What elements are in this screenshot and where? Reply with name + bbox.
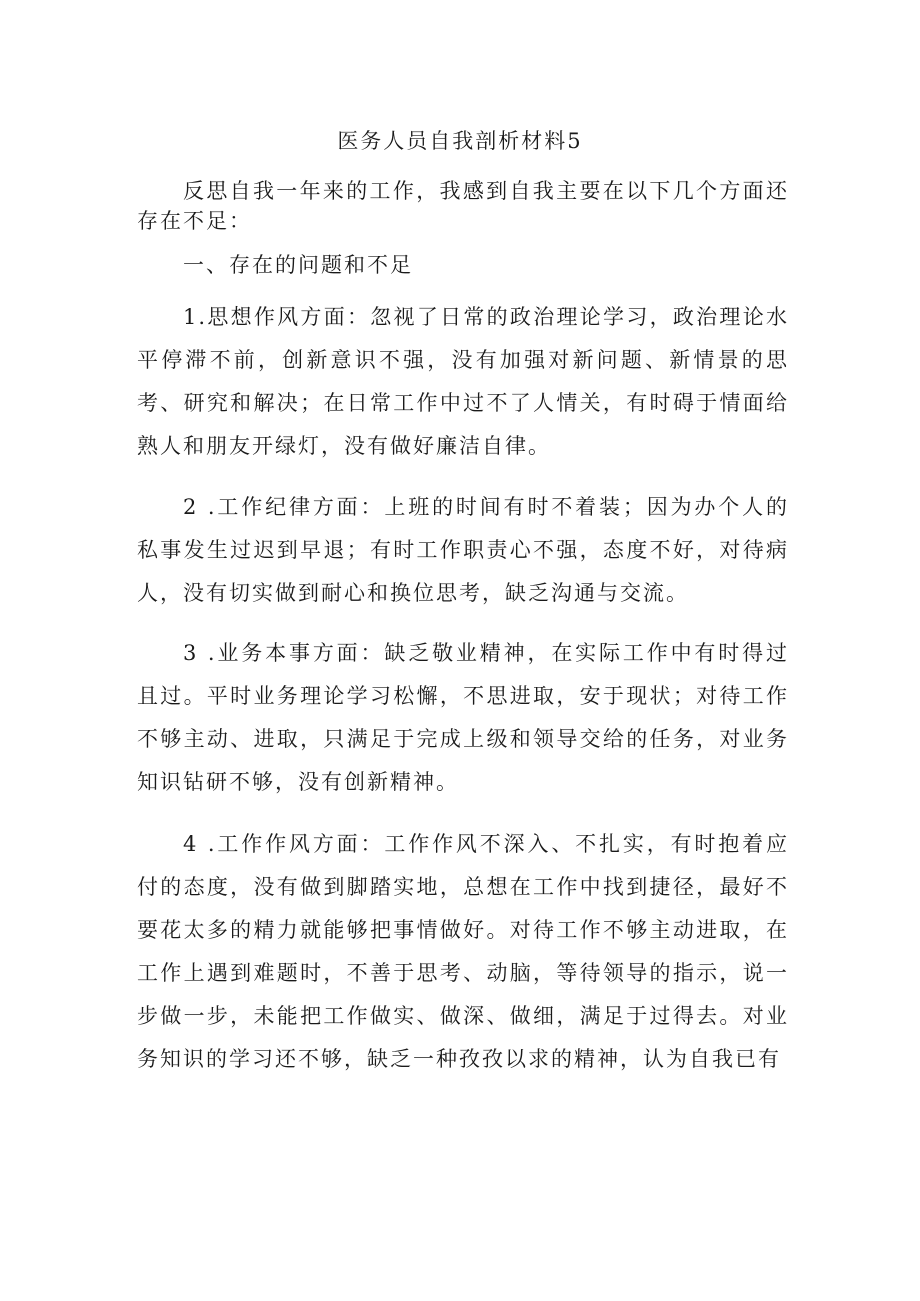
item-paragraph-2: 2 .工作纪律方面：上班的时间有时不着装；因为办个人的私事发生过迟到早退；有时工作职责心不强，态度不好，对待病人，没有切实做到耐心和换位思考，缺乏沟通与交流。 xyxy=(137,495,789,605)
item-paragraph-4: 4 .工作作风方面：工作作风不深入、不扎实，有时抱着应付的态度，没有做到脚踏实地，总想在工作中找到捷径，最好不要花太多的精力就能够把事情做好。对待工作不够主动进取，在工作上遇到难题时，不善于思考、动脑，等待领导的指示，说一步做一步，未能把工作做实、做深、做细，满足于过得去。对业务知识的学习还不够，缺乏一种孜孜以求的精神，认为自我已有 xyxy=(137,832,789,1071)
intro-paragraph: 反思自我一年来的工作，我感到自我主要在以下几个方面还存在不足： xyxy=(137,179,789,233)
item-paragraph-3: 3 .业务本事方面：缺乏敬业精神，在实际工作中有时得过且过。平时业务理论学习松懈，不思进取，安于现状；对待工作不够主动、进取，只满足于完成上级和领导交给的任务，对业务知识钻研不够，没有创新精神。 xyxy=(137,641,789,794)
item-paragraph-1: 1.思想作风方面：忽视了日常的政治理论学习，政治理论水平停滞不前，创新意识不强，没有加强对新问题、新情景的思考、研究和解决；在日常工作中过不了人情关，有时碍于情面给熟人和朋友开绿灯，没有做好廉洁自律。 xyxy=(137,305,789,458)
document-title: 医务人员自我剖析材料5 xyxy=(337,129,583,153)
section-heading: 一、存在的问题和不足 xyxy=(183,253,413,277)
